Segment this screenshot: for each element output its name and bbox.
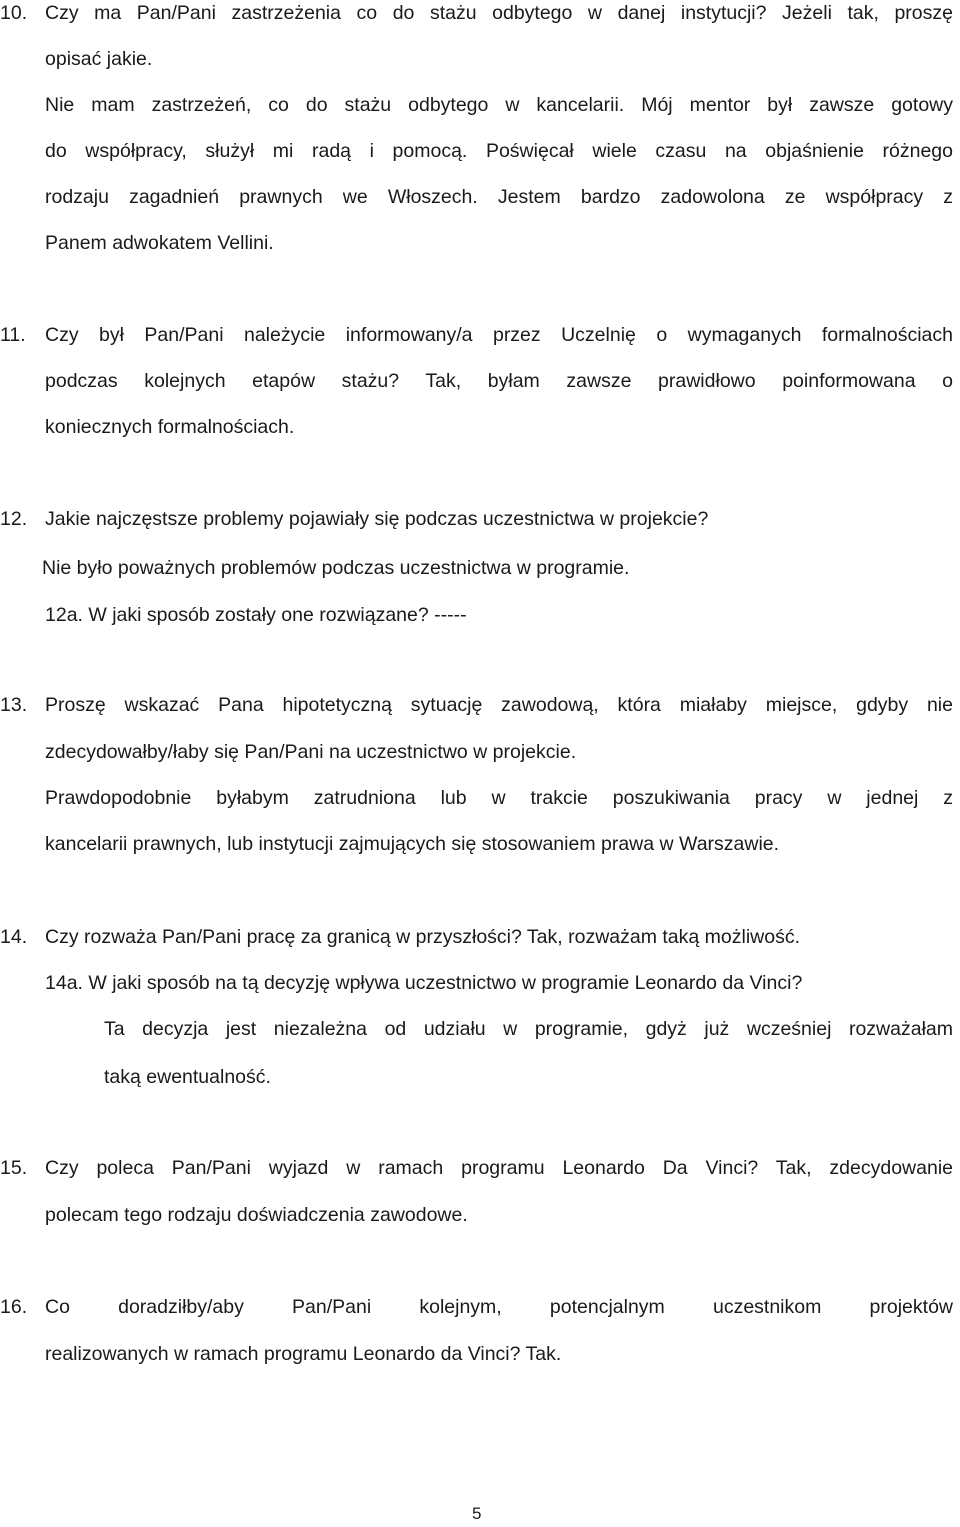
sub-question-text: 12a. W jaki sposób zostały one rozwiązane? -----	[45, 604, 467, 626]
question-text: Proszę wskazać Pana hipotetyczną sytuację zawodową, która miałaby miejsce, gdyby nie	[45, 694, 953, 716]
question-text: Czy ma Pan/Pani zastrzeżenia co do stażu odbytego w danej instytucji? Jeżeli tak, proszę	[45, 2, 953, 24]
answer-text: Panem adwokatem Vellini.	[45, 232, 274, 254]
question-answer-text: Czy poleca Pan/Pani wyjazd w ramach programu Leonardo Da Vinci? Tak, zdecydowanie	[45, 1157, 953, 1179]
answer-text: Prawdopodobnie byłabym zatrudniona lub w trakcie poszukiwania pracy w jednej z	[45, 787, 953, 809]
answer-text: kancelarii prawnych, lub instytucji zajmujących się stosowaniem prawa w Warszawie.	[45, 833, 780, 855]
answer-text: koniecznych formalnościach.	[45, 416, 295, 438]
question-answer-text: realizowanych w ramach programu Leonardo da Vinci? Tak.	[45, 1343, 562, 1365]
question-text: Czy był Pan/Pani należycie informowany/a przez Uczelnię o wymaganych formalnościach	[45, 324, 953, 346]
item-number: 10.	[0, 2, 28, 24]
item-number: 11.	[0, 324, 26, 346]
item-number: 16.	[0, 1296, 28, 1318]
answer-text: Nie było poważnych problemów podczas uczestnictwa w programie.	[42, 557, 630, 579]
question-text: Co doradziłby/aby Pan/Pani kolejnym, potencjalnym uczestnikom projektów	[45, 1296, 953, 1318]
item-number: 15.	[0, 1157, 28, 1179]
question-text: Jakie najczęstsze problemy pojawiały się podczas uczestnictwa w projekcie?	[45, 508, 709, 530]
sub-question-text: 14a. W jaki sposób na tą decyzję wpływa uczestnictwo w programie Leonardo da Vinci?	[45, 972, 803, 994]
answer-text: taką ewentualność.	[104, 1066, 271, 1088]
question-answer-text: Czy rozważa Pan/Pani pracę za granicą w przyszłości? Tak, rozważam taką możliwość.	[45, 926, 801, 948]
question-text: zdecydowałby/łaby się Pan/Pani na uczestnictwo w projekcie.	[45, 741, 577, 763]
item-number: 14.	[0, 926, 28, 948]
answer-text: Nie mam zastrzeżeń, co do stażu odbytego w kancelarii. Mój mentor był zawsze gotowy	[45, 94, 953, 116]
item-number: 12.	[0, 508, 28, 530]
answer-text: rodzaju zagadnień prawnych we Włoszech. Jestem bardzo zadowolona ze współpracy z	[45, 186, 953, 208]
question-answer-text: podczas kolejnych etapów stażu? Tak, byłam zawsze prawidłowo poinformowana o	[45, 370, 953, 392]
answer-text: polecam tego rodzaju doświadczenia zawodowe.	[45, 1204, 468, 1226]
answer-text: do współpracy, służył mi radą i pomocą. Poświęcał wiele czasu na objaśnienie różnego	[45, 140, 953, 162]
item-number: 13.	[0, 694, 28, 716]
answer-text: Ta decyzja jest niezależna od udziału w programie, gdyż już wcześniej rozważałam	[104, 1018, 953, 1040]
question-text: opisać jakie.	[45, 48, 153, 70]
page-number: 5	[472, 1504, 482, 1523]
